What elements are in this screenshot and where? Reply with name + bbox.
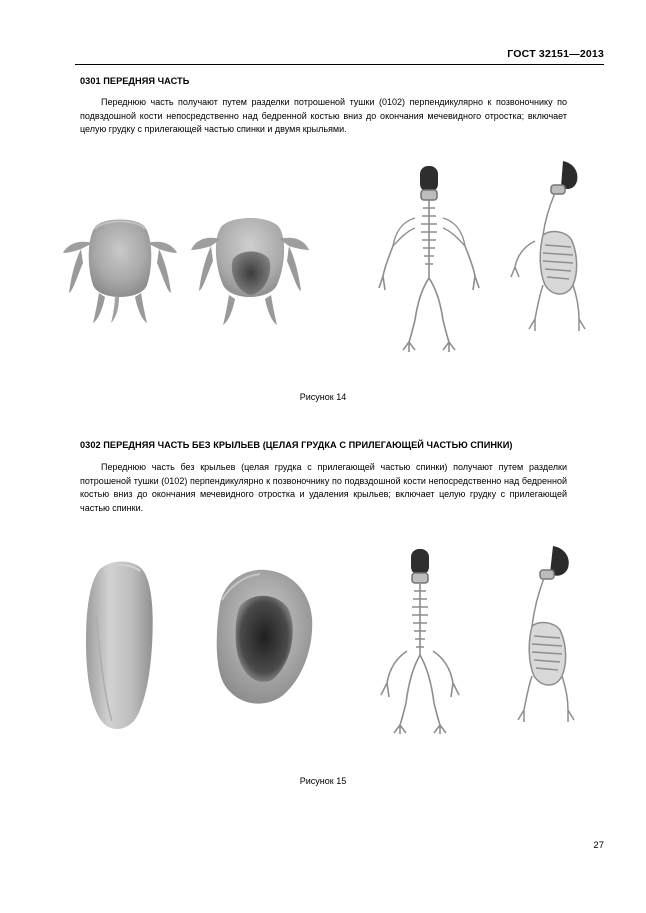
section-paragraph-0302: Переднюю часть без крыльев (целая грудка с прилегающей частью спинки) получают путем разделки потрошеной тушки (0102) перпендикулярно к позвоночнику по подвздошной кости непосредственно над бедренной костью вниз до окончания мечевидного отростка и удаления крыльев; включает целую грудку с прилегающей частью спинки.: [80, 462, 567, 513]
front-half-wingless-photo-outer-view: [60, 555, 180, 740]
section-paragraph-0301: Переднюю часть получают путем разделки потрошеной тушки (0102) перпендикулярно к позвоночнику по подвздошной кости непосредственно над бедренной костью вниз до окончания мечевидного отростка; включает целую грудку с прилегающей частью спинки и двумя крыльями.: [80, 97, 567, 135]
front-half-carcass-photo-inner-view: [185, 205, 315, 330]
front-half-skeleton-diagram-front-view: [375, 160, 485, 360]
front-half-skeleton-diagram-side-view: [505, 155, 605, 355]
front-half-wingless-photo-inner-view: [196, 560, 326, 725]
section-title-0301: 0301 ПЕРЕДНЯЯ ЧАСТЬ: [80, 76, 190, 86]
front-half-wingless-skeleton-front-view: [365, 545, 475, 735]
page-header-standard-number: ГОСТ 32151—2013: [507, 48, 604, 60]
figure-14-caption: Рисунок 14: [299, 392, 347, 402]
figure-15-caption: Рисунок 15: [299, 776, 347, 786]
section-title-0302: 0302 ПЕРЕДНЯЯ ЧАСТЬ БЕЗ КРЫЛЬЕВ (ЦЕЛАЯ ГРУДКА С ПРИЛЕГАЮЩЕЙ ЧАСТЬЮ СПИНКИ): [80, 440, 513, 450]
front-half-carcass-photo-front-view: [55, 205, 185, 330]
front-half-wingless-skeleton-side-view: [495, 540, 595, 730]
header-divider-line: [75, 64, 604, 65]
page-number: 27: [593, 840, 604, 851]
